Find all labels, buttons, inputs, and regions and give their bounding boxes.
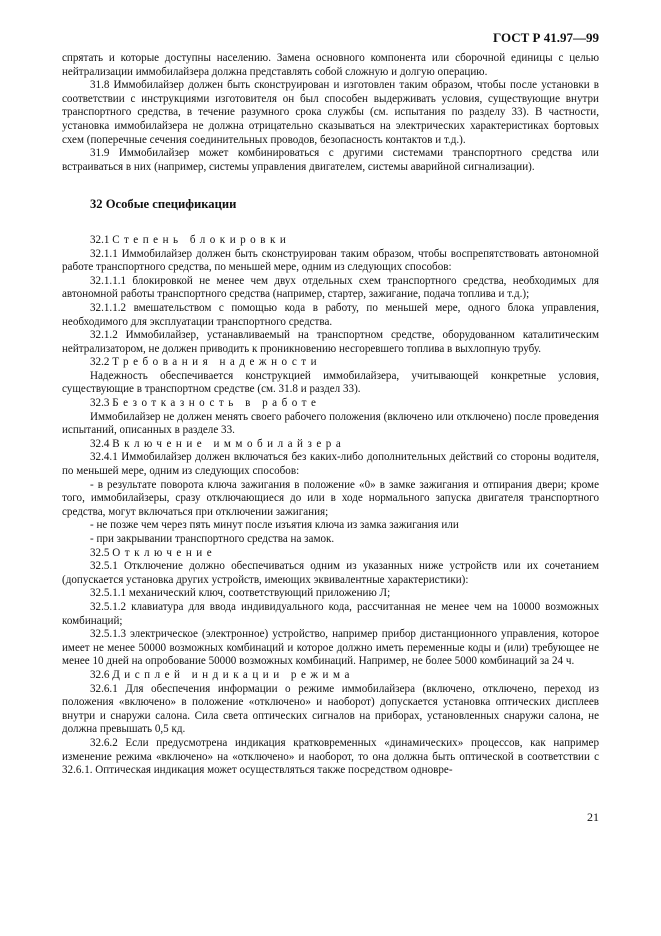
document-body xyxy=(62,52,599,778)
subsection-title-text: Отключение xyxy=(112,546,217,559)
paragraph: 32.1.1 Иммобилайзер должен быть сконструирован таким образом, чтобы воспрепятствовать автономной работе транспортного средства, по меньшей мере, одним из следующих способов: xyxy=(62,247,599,274)
subsection-title-text: Безотказность в работе xyxy=(112,397,321,410)
paragraph: спрятать и которые доступны населению. Замена основного компонента или сборочной единицы с целью нейтрализации иммобилайзера должна представлять собой сложную и долгую операцию. xyxy=(62,52,599,78)
subsection-title xyxy=(62,547,599,561)
subsection-title xyxy=(62,397,599,411)
paragraph: 32.5.1 Отключение должно обеспечиваться одним из указанных ниже устройств или их сочетанием (допускается установка других устройств, имеющих эквивалентные характеристики): xyxy=(62,560,599,586)
paragraph: 32.6.2 Если предусмотрена индикация кратковременных «динамических» процессов, как например изменение режима «включено» на «отключено» и наоборот, то она должна быть оптической в соответствии с 32.6.1. Оптическая индикация может осуществляться также посредством одновре- xyxy=(62,736,599,777)
paragraph: 32.4.1 Иммобилайзер должен включаться без каких-либо дополнительных действий со стороны водителя, по меньшей мере, одним из следующих способов: xyxy=(62,451,599,478)
subsection-title-text: Включение иммобилайзера xyxy=(112,437,346,450)
subsection-title xyxy=(62,356,599,370)
page-number: 21 xyxy=(587,810,599,824)
standard-header: ГОСТ Р 41.97—99 xyxy=(493,30,599,45)
paragraph: 32.5.1.2 клавиатура для ввода индивидуального кода, рассчитанная не менее чем на 10000 возможных комбинаций; xyxy=(62,600,599,627)
subsection-number: 32.6 xyxy=(90,668,110,681)
paragraph: Иммобилайзер не должен менять своего рабочего положения (включено или отключено) после проведения испытаний, описанных в разделе 33. xyxy=(62,410,599,437)
paragraph: 32.1.2 Иммобилайзер, устанавливаемый на транспортном средстве, оборудованном каталитическим нейтрализатором, не должен приводить к проникновению несгоревшего топлива в выхлопную трубу. xyxy=(62,329,599,355)
paragraph: 32.6.1 Для обеспечения информации о режиме иммобилайзера (включено, отключено, переход из положения «включено» в положение «отключено» и наоборот) допускается установка оптических дисплеев внутри и снаружи салона. Сила света оптических сигналов на приборах, установленных снаружи салона, не должна превышать 0,5 кд. xyxy=(62,682,599,736)
list-item: - не позже чем через пять минут после изъятия ключа из замка зажигания или xyxy=(90,519,459,532)
subsection-number: 32.3 xyxy=(90,397,110,410)
subsection-number: 32.1 xyxy=(90,233,110,246)
subsection-title xyxy=(62,669,599,683)
paragraph: 32.5.1.1 механический ключ, соответствующий приложению Л; xyxy=(90,587,391,600)
paragraph: 32.1.1.1 блокировкой не менее чем двух отдельных схем транспортного средства, необходимых для автономной работы транспортного средства (например, стартер, зажигание, подача топлива и т.д.); xyxy=(62,274,599,301)
subsection-number: 32.2 xyxy=(90,356,110,369)
subsection-number: 32.4 xyxy=(90,437,110,450)
list-item: - в результате поворота ключа зажигания в положение «0» в замке зажигания и отпирания двери; кроме того, иммобилайзеры, сразу отключающиеся до или в ходе нормального запуска двигателя транспортного средства, могут включаться при отключении зажигания; xyxy=(62,478,599,518)
subsection-number: 32.5 xyxy=(90,546,110,559)
section-heading: 32 Особые спецификации xyxy=(90,197,237,212)
subsection-title xyxy=(62,234,599,248)
paragraph: 32.1.1.2 вмешательством с помощью кода в работу, по меньшей мере, одного блока управления, необходимого для эксплуатации транспортного средства. xyxy=(62,301,599,328)
list-item: - при закрывании транспортного средства на замок. xyxy=(90,533,335,545)
subsection-title-text: Требования надежности xyxy=(112,356,322,369)
subsection-title xyxy=(62,438,599,452)
paragraph: 31.8 Иммобилайзер должен быть сконструирован и изготовлен таким образом, чтобы после установки в соответствии с инструкциями изготовителя он был способен выдерживать условия, существующие внутри транспортного средства, в течение разумного срока службы (см. испытания по разделу 33). В частности, установка иммобилайзера не должна отрицательно сказываться на электрических характеристиках бортовых схем (поперечные сечения соединительных проводов, безопасность контактов и т.д.). xyxy=(62,79,599,146)
paragraph: 32.5.1.3 электрическое (электронное) устройство, например прибор дистанционного управления, которое имеет не менее 50000 возможных комбинаций и которое должно иметь переменные коды и (или) требующее не менее 10 дней на опробование 50000 возможных комбинаций. Например, не более 5000 комбинаций за 24 ч. xyxy=(62,628,599,668)
subsection-title-text: Дисплей индикации режима xyxy=(112,668,354,681)
paragraph: 31.9 Иммобилайзер может комбинироваться с другими системами транспортного средства или встраиваться в них (например, системы управления двигателем, системы аварийной сигнализации). xyxy=(62,147,599,173)
subsection-title-text: Степень блокировки xyxy=(112,233,291,246)
paragraph: Надежность обеспечивается конструкцией иммобилайзера, учитывающей конкретные условия, существующие в транспортном средстве (см. 31.8 и раздел 33). xyxy=(62,369,599,396)
